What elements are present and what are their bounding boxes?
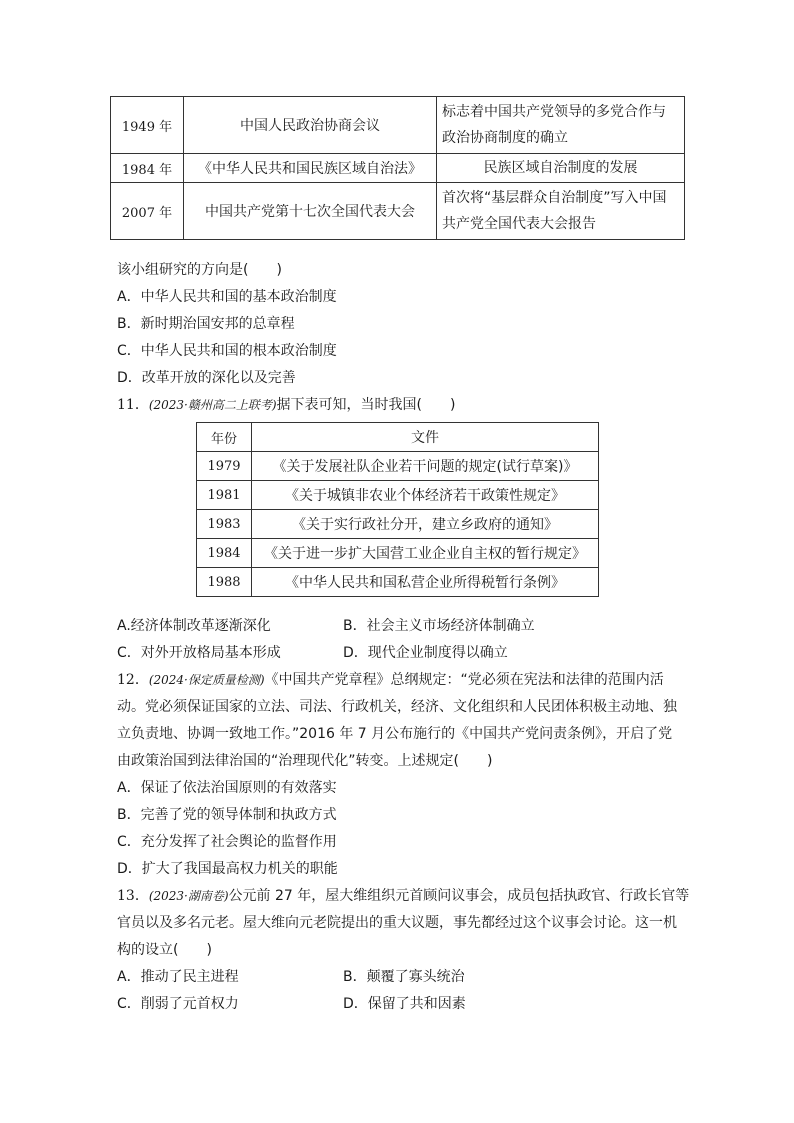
q13-stem-line-3: 构的设立( ) [117, 942, 212, 958]
document-cell: 《关于发展社队企业若干问题的规定(试行草案)》 [252, 452, 599, 481]
q12-option-a[interactable]: A．保证了依法治国原则的有效落实 [117, 780, 337, 796]
significance-cell [437, 97, 685, 154]
q12-source: (2024·保定质量检测) [148, 673, 265, 687]
q10-option-c[interactable]: C．中华人民共和国的根本政治制度 [117, 343, 337, 359]
year-cell: 1949 年 [111, 97, 184, 154]
year-cell: 1984 年 [111, 154, 184, 183]
q11-stem: 据下表可知，当时我国( ) [276, 397, 456, 413]
q13-stem-text: 公元前 27 年，屋大维组织元首顾问议事会，成员包括执政官、行政长官等 [228, 888, 690, 904]
q12-stem-line-3: 立负责地、协调一致地工作。”2016 年 7 月公布施行的《中国共产党问责条例》，开启了党 [117, 726, 673, 742]
q13-source: (2023·湖南卷) [148, 889, 229, 903]
event-cell: 《中华人民共和国民族区域自治法》 [184, 154, 437, 183]
table-row [197, 510, 599, 539]
q13-number: 13． [117, 888, 149, 904]
q11-number: 11． [117, 397, 149, 413]
table-header-row [197, 423, 599, 452]
document-cell: 《关于实行政社分开，建立乡政府的通知》 [252, 510, 599, 539]
q13-option-a[interactable]: A．推动了民主进程 [117, 969, 239, 985]
q11-option-c[interactable]: C．对外开放格局基本形成 [117, 645, 281, 661]
table-row [197, 539, 599, 568]
year-header: 年份 [197, 423, 252, 452]
q13-stem-line-1 [117, 885, 689, 905]
table-row [111, 97, 685, 154]
event-cell: 中国人民政治协商会议 [184, 97, 437, 154]
q10-option-a[interactable]: A．中华人民共和国的基本政治制度 [117, 289, 337, 305]
q10-option-d[interactable]: D．改革开放的深化以及完善 [117, 370, 296, 386]
significance-line-2: 共产党全国代表大会报告 [442, 216, 596, 232]
q12-stem-text: 《中国共产党章程》总纲规定：“党必须在宪法和法律的范围内活 [264, 672, 664, 688]
q13-option-d[interactable]: D．保留了共和因素 [343, 996, 466, 1012]
q12-stem-line-1 [117, 669, 664, 689]
q13-stem-line-2: 官员以及多名元老。屋大维向元老院提出的重大议题，事先都经过这个议事会讨论。这一机 [117, 915, 677, 931]
year-cell: 1979 [197, 452, 252, 481]
q11-option-d[interactable]: D．现代企业制度得以确立 [343, 645, 508, 661]
year-cell: 1983 [197, 510, 252, 539]
document-cell: 《关于进一步扩大国营工业企业自主权的暂行规定》 [252, 539, 599, 568]
table-row [197, 568, 599, 597]
q11-stem-line [117, 394, 455, 414]
q11-option-a[interactable]: A.经济体制改革逐渐深化 [117, 618, 271, 634]
significance-cell: 民族区域自治制度的发展 [437, 154, 685, 183]
q12-stem-line-4: 由政策治国到法律治国的“治理现代化”转变。上述规定( ) [117, 753, 493, 769]
q11-source: (2023·赣州高二上联考) [148, 398, 277, 412]
year-cell: 1988 [197, 568, 252, 597]
year-cell: 2007 年 [111, 183, 184, 240]
q12-stem-line-2: 动。党必须保证国家的立法、司法、行政机关，经济、文化组织和人民团体积极主动地、独 [117, 699, 677, 715]
year-cell: 1984 [197, 539, 252, 568]
table-row [111, 154, 685, 183]
year-cell: 1981 [197, 481, 252, 510]
table-row [197, 452, 599, 481]
significance-cell [437, 183, 685, 240]
document-cell: 《中华人民共和国私营企业所得税暂行条例》 [252, 568, 599, 597]
policy-documents-table [196, 422, 599, 597]
table-row [111, 183, 685, 240]
q11-option-b[interactable]: B．社会主义市场经济体制确立 [343, 618, 535, 634]
q10-option-b[interactable]: B．新时期治国安邦的总章程 [117, 316, 295, 332]
q13-option-b[interactable]: B．颠覆了寡头统治 [343, 969, 465, 985]
document-cell: 《关于城镇非农业个体经济若干政策性规定》 [252, 481, 599, 510]
q12-option-b[interactable]: B．完善了党的领导体制和执政方式 [117, 807, 337, 823]
significance-line-1: 标志着中国共产党领导的多党合作与 [442, 104, 666, 120]
q12-option-c[interactable]: C．充分发挥了社会舆论的监督作用 [117, 834, 337, 850]
significance-line-2: 政治协商制度的确立 [442, 130, 568, 146]
q12-option-d[interactable]: D．扩大了我国最高权力机关的职能 [117, 861, 338, 877]
political-system-table [110, 96, 685, 240]
q12-number: 12． [117, 672, 149, 688]
event-cell: 中国共产党第十七次全国代表大会 [184, 183, 437, 240]
q10-stem: 该小组研究的方向是( ) [117, 262, 282, 278]
q13-option-c[interactable]: C．削弱了元首权力 [117, 996, 239, 1012]
table-row [197, 481, 599, 510]
significance-line-1: 首次将“基层群众自治制度”写入中国 [442, 190, 667, 206]
document-header: 文件 [252, 423, 599, 452]
